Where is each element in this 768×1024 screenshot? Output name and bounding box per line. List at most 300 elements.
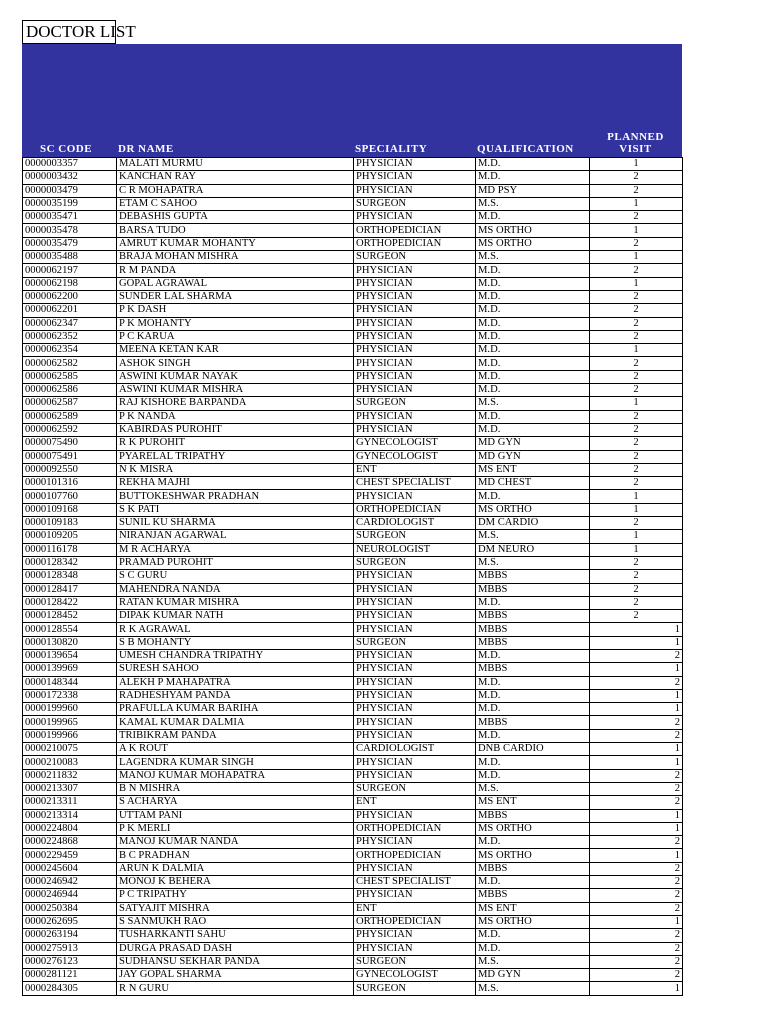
planned-visit-cell: 2 [590,317,683,330]
dr-name-cell: RAJ KISHORE BARPANDA [117,397,354,410]
table-row [23,915,683,928]
speciality-cell: SURGEON [354,782,476,795]
qualification-cell: MBBS [476,610,590,623]
table-row [23,423,683,436]
qualification-cell: M.S. [476,556,590,569]
sc-code-cell: 0000281121 [23,969,117,982]
sc-code-cell: 0000128417 [23,583,117,596]
table-row [23,769,683,782]
speciality-cell: PHYSICIAN [354,370,476,383]
speciality-cell: SURGEON [354,251,476,264]
planned-visit-cell: 1 [590,158,683,171]
qualification-cell: MD GYN [476,450,590,463]
planned-visit-cell: 2 [590,969,683,982]
speciality-cell: PHYSICIAN [354,729,476,742]
table-row [23,782,683,795]
speciality-cell: PHYSICIAN [354,570,476,583]
sc-code-cell: 0000210083 [23,756,117,769]
planned-visit-cell: 2 [590,929,683,942]
sc-code-cell: 0000275913 [23,942,117,955]
sc-code-cell: 0000003432 [23,171,117,184]
speciality-cell: PHYSICIAN [354,836,476,849]
sc-code-cell: 0000213311 [23,796,117,809]
dr-name-cell: N K MISRA [117,463,354,476]
dr-name-cell: UTTAM PANI [117,809,354,822]
speciality-cell: ORTHOPEDICIAN [354,224,476,237]
dr-name-cell: SUDHANSU SEKHAR PANDA [117,955,354,968]
dr-name-cell: P K MOHANTY [117,317,354,330]
sc-code-cell: 0000101316 [23,477,117,490]
dr-name-cell: UMESH CHANDRA TRIPATHY [117,649,354,662]
dr-name-cell: SATYAJIT MISHRA [117,902,354,915]
planned-visit-cell: 2 [590,889,683,902]
table-header [22,44,682,157]
table-row [23,330,683,343]
planned-visit-cell: 1 [590,849,683,862]
sc-code-cell: 0000128452 [23,610,117,623]
page-title: DOCTOR LIST [22,20,116,44]
table-row [23,596,683,609]
sc-code-cell: 0000062352 [23,330,117,343]
sc-code-cell: 0000035488 [23,251,117,264]
planned-visit-cell: 1 [590,277,683,290]
sc-code-cell: 0000213307 [23,782,117,795]
speciality-cell: CARDIOLOGIST [354,517,476,530]
speciality-cell: PHYSICIAN [354,649,476,662]
speciality-cell: PHYSICIAN [354,716,476,729]
planned-visit-cell: 1 [590,197,683,210]
dr-name-cell: P C KARUA [117,330,354,343]
qualification-cell: M.D. [476,384,590,397]
sc-code-cell: 0000199966 [23,729,117,742]
sc-code-cell: 0000109205 [23,530,117,543]
table-row [23,463,683,476]
qualification-cell: DM CARDIO [476,517,590,530]
dr-name-cell: C R MOHAPATRA [117,184,354,197]
table-row [23,809,683,822]
planned-visit-cell: 2 [590,410,683,423]
speciality-cell: PHYSICIAN [354,184,476,197]
qualification-cell: M.D. [476,317,590,330]
sc-code-cell: 0000062198 [23,277,117,290]
table-row [23,384,683,397]
planned-visit-cell: 2 [590,237,683,250]
dr-name-cell: TUSHARKANTI SAHU [117,929,354,942]
dr-name-cell: P K MERLI [117,822,354,835]
planned-visit-cell: 2 [590,437,683,450]
dr-name-cell: S SANMUKH RAO [117,915,354,928]
speciality-cell: PHYSICIAN [354,596,476,609]
planned-visit-cell: 1 [590,397,683,410]
dr-name-cell: S K PATI [117,503,354,516]
dr-name-cell: PRAMAD PUROHIT [117,556,354,569]
dr-name-cell: R K PUROHIT [117,437,354,450]
sc-code-cell: 0000035199 [23,197,117,210]
table-row [23,982,683,995]
qualification-cell: M.D. [476,171,590,184]
qualification-cell: MD PSY [476,184,590,197]
table-row [23,849,683,862]
sc-code-cell: 0000139654 [23,649,117,662]
dr-name-cell: PYARELAL TRIPATHY [117,450,354,463]
dr-name-cell: S C GURU [117,570,354,583]
sc-code-cell: 0000003357 [23,158,117,171]
planned-visit-cell: 1 [590,663,683,676]
qualification-cell: MS ENT [476,796,590,809]
speciality-cell: PHYSICIAN [354,158,476,171]
dr-name-cell: A K ROUT [117,743,354,756]
speciality-cell: PHYSICIAN [354,929,476,942]
speciality-cell: ORTHOPEDICIAN [354,503,476,516]
speciality-cell: SURGEON [354,982,476,995]
dr-name-cell: ASWINI KUMAR NAYAK [117,370,354,383]
table-row [23,290,683,303]
table-row [23,370,683,383]
qualification-cell: M.D. [476,689,590,702]
dr-name-cell: BARSA TUDO [117,224,354,237]
sc-code-cell: 0000128554 [23,623,117,636]
speciality-cell: PHYSICIAN [354,676,476,689]
planned-visit-cell: 1 [590,623,683,636]
speciality-cell: PHYSICIAN [354,689,476,702]
table-row [23,543,683,556]
planned-visit-cell: 1 [590,344,683,357]
qualification-cell: M.S. [476,955,590,968]
sc-code-cell: 0000062347 [23,317,117,330]
speciality-cell: PHYSICIAN [354,290,476,303]
planned-visit-cell: 2 [590,942,683,955]
table-row [23,836,683,849]
dr-name-cell: AMRUT KUMAR MOHANTY [117,237,354,250]
table-row [23,610,683,623]
dr-name-cell: DEBASHIS GUPTA [117,211,354,224]
qualification-cell: MS ENT [476,463,590,476]
table-row [23,969,683,982]
sc-code-cell: 0000062589 [23,410,117,423]
qualification-cell: M.D. [476,330,590,343]
speciality-cell: PHYSICIAN [354,809,476,822]
speciality-cell: ORTHOPEDICIAN [354,915,476,928]
speciality-cell: PHYSICIAN [354,610,476,623]
qualification-cell: M.D. [476,423,590,436]
doctor-table [22,157,683,996]
dr-name-cell: MANOJ KUMAR MOHAPATRA [117,769,354,782]
qualification-cell: M.D. [476,211,590,224]
dr-name-cell: BUTTOKESHWAR PRADHAN [117,490,354,503]
table-row [23,517,683,530]
sc-code-cell: 0000062201 [23,304,117,317]
speciality-cell: PHYSICIAN [354,357,476,370]
table-row [23,676,683,689]
qualification-cell: MBBS [476,570,590,583]
speciality-cell: GYNECOLOGIST [354,969,476,982]
speciality-cell: PHYSICIAN [354,889,476,902]
planned-visit-cell: 2 [590,211,683,224]
sc-code-cell: 0000062586 [23,384,117,397]
speciality-cell: PHYSICIAN [354,490,476,503]
planned-visit-cell: 1 [590,530,683,543]
dr-name-cell: ASWINI KUMAR MISHRA [117,384,354,397]
table-row [23,716,683,729]
qualification-cell: M.D. [476,410,590,423]
table-row [23,902,683,915]
qualification-cell: MBBS [476,663,590,676]
speciality-cell: SURGEON [354,955,476,968]
table-row [23,410,683,423]
table-row [23,490,683,503]
qualification-cell: MD GYN [476,969,590,982]
table-row [23,450,683,463]
dr-name-cell: P K DASH [117,304,354,317]
planned-visit-cell: 2 [590,556,683,569]
table-row [23,583,683,596]
sc-code-cell: 0000075491 [23,450,117,463]
sc-code-cell: 0000284305 [23,982,117,995]
sc-code-cell: 0000276123 [23,955,117,968]
planned-visit-cell: 1 [590,636,683,649]
planned-visit-cell: 2 [590,676,683,689]
planned-visit-cell: 2 [590,902,683,915]
sc-code-cell: 0000148344 [23,676,117,689]
planned-visit-cell: 2 [590,729,683,742]
qualification-cell: M.D. [476,277,590,290]
planned-visit-cell: 2 [590,876,683,889]
planned-visit-cell: 1 [590,822,683,835]
speciality-cell: CARDIOLOGIST [354,743,476,756]
dr-name-cell: KANCHAN RAY [117,171,354,184]
qualification-cell: DM NEURO [476,543,590,556]
qualification-cell: MBBS [476,809,590,822]
speciality-cell: PHYSICIAN [354,423,476,436]
table-row [23,237,683,250]
speciality-cell: PHYSICIAN [354,264,476,277]
dr-name-cell: ASHOK SINGH [117,357,354,370]
speciality-cell: GYNECOLOGIST [354,450,476,463]
planned-visit-cell: 1 [590,809,683,822]
speciality-cell: GYNECOLOGIST [354,437,476,450]
dr-name-cell: ALEKH P MAHAPATRA [117,676,354,689]
sc-code-cell: 0000035478 [23,224,117,237]
sc-code-cell: 0000062197 [23,264,117,277]
dr-name-cell: GOPAL AGRAWAL [117,277,354,290]
dr-name-cell: PRAFULLA KUMAR BARIHA [117,703,354,716]
table-row [23,955,683,968]
planned-visit-cell: 1 [590,703,683,716]
table-row [23,158,683,171]
qualification-cell: M.S. [476,782,590,795]
planned-visit-cell: 2 [590,477,683,490]
planned-visit-cell: 2 [590,384,683,397]
sc-code-cell: 0000229459 [23,849,117,862]
table-row [23,171,683,184]
sc-code-cell: 0000109183 [23,517,117,530]
dr-name-cell: M R ACHARYA [117,543,354,556]
dr-name-cell: DIPAK KUMAR NATH [117,610,354,623]
dr-name-cell: MONOJ K BEHERA [117,876,354,889]
qualification-cell: M.D. [476,729,590,742]
speciality-cell: SURGEON [354,197,476,210]
planned-visit-cell: 1 [590,503,683,516]
table-row [23,317,683,330]
speciality-cell: ORTHOPEDICIAN [354,237,476,250]
sc-code-cell: 0000130820 [23,636,117,649]
dr-name-cell: DURGA PRASAD DASH [117,942,354,955]
header-planned-visit [589,131,682,155]
planned-visit-cell: 1 [590,689,683,702]
planned-visit-cell: 2 [590,862,683,875]
dr-name-cell: ARUN K DALMIA [117,862,354,875]
table-row [23,304,683,317]
qualification-cell: M.D. [476,649,590,662]
sc-code-cell: 0000128348 [23,570,117,583]
qualification-cell: M.D. [476,344,590,357]
dr-name-cell: LAGENDRA KUMAR SINGH [117,756,354,769]
qualification-cell: M.D. [476,929,590,942]
dr-name-cell: MALATI MURMU [117,158,354,171]
planned-visit-cell: 2 [590,450,683,463]
dr-name-cell: JAY GOPAL SHARMA [117,969,354,982]
sc-code-cell: 0000035471 [23,211,117,224]
table-row [23,277,683,290]
header-speciality: SPECIALITY [355,143,428,155]
sc-code-cell: 0000246942 [23,876,117,889]
dr-name-cell: P C TRIPATHY [117,889,354,902]
speciality-cell: CHEST SPECIALIST [354,477,476,490]
qualification-cell: M.D. [476,596,590,609]
planned-visit-cell: 2 [590,184,683,197]
qualification-cell: M.D. [476,942,590,955]
sc-code-cell: 0000035479 [23,237,117,250]
qualification-cell: M.D. [476,304,590,317]
header-visit-label: VISIT [619,143,652,155]
speciality-cell: PHYSICIAN [354,703,476,716]
planned-visit-cell: 1 [590,543,683,556]
speciality-cell: SURGEON [354,397,476,410]
speciality-cell: PHYSICIAN [354,277,476,290]
doctor-table-body [23,158,683,996]
dr-name-cell: KAMAL KUMAR DALMIA [117,716,354,729]
planned-visit-cell: 1 [590,251,683,264]
sc-code-cell: 0000262695 [23,915,117,928]
dr-name-cell: RADHESHYAM PANDA [117,689,354,702]
dr-name-cell: B C PRADHAN [117,849,354,862]
qualification-cell: M.D. [476,158,590,171]
header-sc-code: SC CODE [40,143,93,155]
sc-code-cell: 0000199960 [23,703,117,716]
sc-code-cell: 0000062200 [23,290,117,303]
qualification-cell: M.D. [476,876,590,889]
sc-code-cell: 0000092550 [23,463,117,476]
sc-code-cell: 0000075490 [23,437,117,450]
qualification-cell: M.D. [476,370,590,383]
planned-visit-cell: 2 [590,264,683,277]
planned-visit-cell: 1 [590,224,683,237]
planned-visit-cell: 2 [590,330,683,343]
header-qualification: QUALIFICATION [477,143,574,155]
speciality-cell: SURGEON [354,556,476,569]
dr-name-cell: SURESH SAHOO [117,663,354,676]
sc-code-cell: 0000246944 [23,889,117,902]
qualification-cell: MS ORTHO [476,849,590,862]
planned-visit-cell: 2 [590,716,683,729]
dr-name-cell: R N GURU [117,982,354,995]
speciality-cell: PHYSICIAN [354,623,476,636]
table-row [23,743,683,756]
table-row [23,689,683,702]
qualification-cell: M.S. [476,982,590,995]
sc-code-cell: 0000003479 [23,184,117,197]
table-row [23,197,683,210]
table-row [23,876,683,889]
table-row [23,437,683,450]
dr-name-cell: RATAN KUMAR MISHRA [117,596,354,609]
planned-visit-cell: 1 [590,982,683,995]
planned-visit-cell: 2 [590,357,683,370]
table-row [23,570,683,583]
qualification-cell: MBBS [476,716,590,729]
sc-code-cell: 0000062587 [23,397,117,410]
sc-code-cell: 0000062582 [23,357,117,370]
planned-visit-cell: 2 [590,955,683,968]
dr-name-cell: KABIRDAS PUROHIT [117,423,354,436]
dr-name-cell: NIRANJAN AGARWAL [117,530,354,543]
speciality-cell: PHYSICIAN [354,583,476,596]
qualification-cell: MS ORTHO [476,822,590,835]
table-row [23,344,683,357]
speciality-cell: PHYSICIAN [354,756,476,769]
speciality-cell: PHYSICIAN [354,304,476,317]
qualification-cell: M.S. [476,251,590,264]
dr-name-cell: SUNDER LAL SHARMA [117,290,354,303]
sc-code-cell: 0000224804 [23,822,117,835]
table-row [23,357,683,370]
table-row [23,663,683,676]
dr-name-cell: TRIBIKRAM PANDA [117,729,354,742]
table-row [23,224,683,237]
table-row [23,264,683,277]
speciality-cell: PHYSICIAN [354,769,476,782]
table-row [23,822,683,835]
speciality-cell: PHYSICIAN [354,211,476,224]
sc-code-cell: 0000139969 [23,663,117,676]
speciality-cell: CHEST SPECIALIST [354,876,476,889]
table-row [23,530,683,543]
dr-name-cell: S ACHARYA [117,796,354,809]
table-row [23,649,683,662]
table-row [23,623,683,636]
table-row [23,862,683,875]
speciality-cell: PHYSICIAN [354,317,476,330]
qualification-cell: MBBS [476,889,590,902]
sc-code-cell: 0000107760 [23,490,117,503]
qualification-cell: MS ORTHO [476,224,590,237]
sc-code-cell: 0000263194 [23,929,117,942]
qualification-cell: M.D. [476,756,590,769]
planned-visit-cell: 2 [590,570,683,583]
planned-visit-cell: 2 [590,463,683,476]
planned-visit-cell: 2 [590,583,683,596]
table-row [23,796,683,809]
dr-name-cell: SUNIL KU SHARMA [117,517,354,530]
speciality-cell: PHYSICIAN [354,344,476,357]
qualification-cell: MBBS [476,636,590,649]
speciality-cell: NEUROLOGIST [354,543,476,556]
table-row [23,556,683,569]
table-row [23,251,683,264]
speciality-cell: ORTHOPEDICIAN [354,822,476,835]
planned-visit-cell: 2 [590,596,683,609]
qualification-cell: MBBS [476,862,590,875]
